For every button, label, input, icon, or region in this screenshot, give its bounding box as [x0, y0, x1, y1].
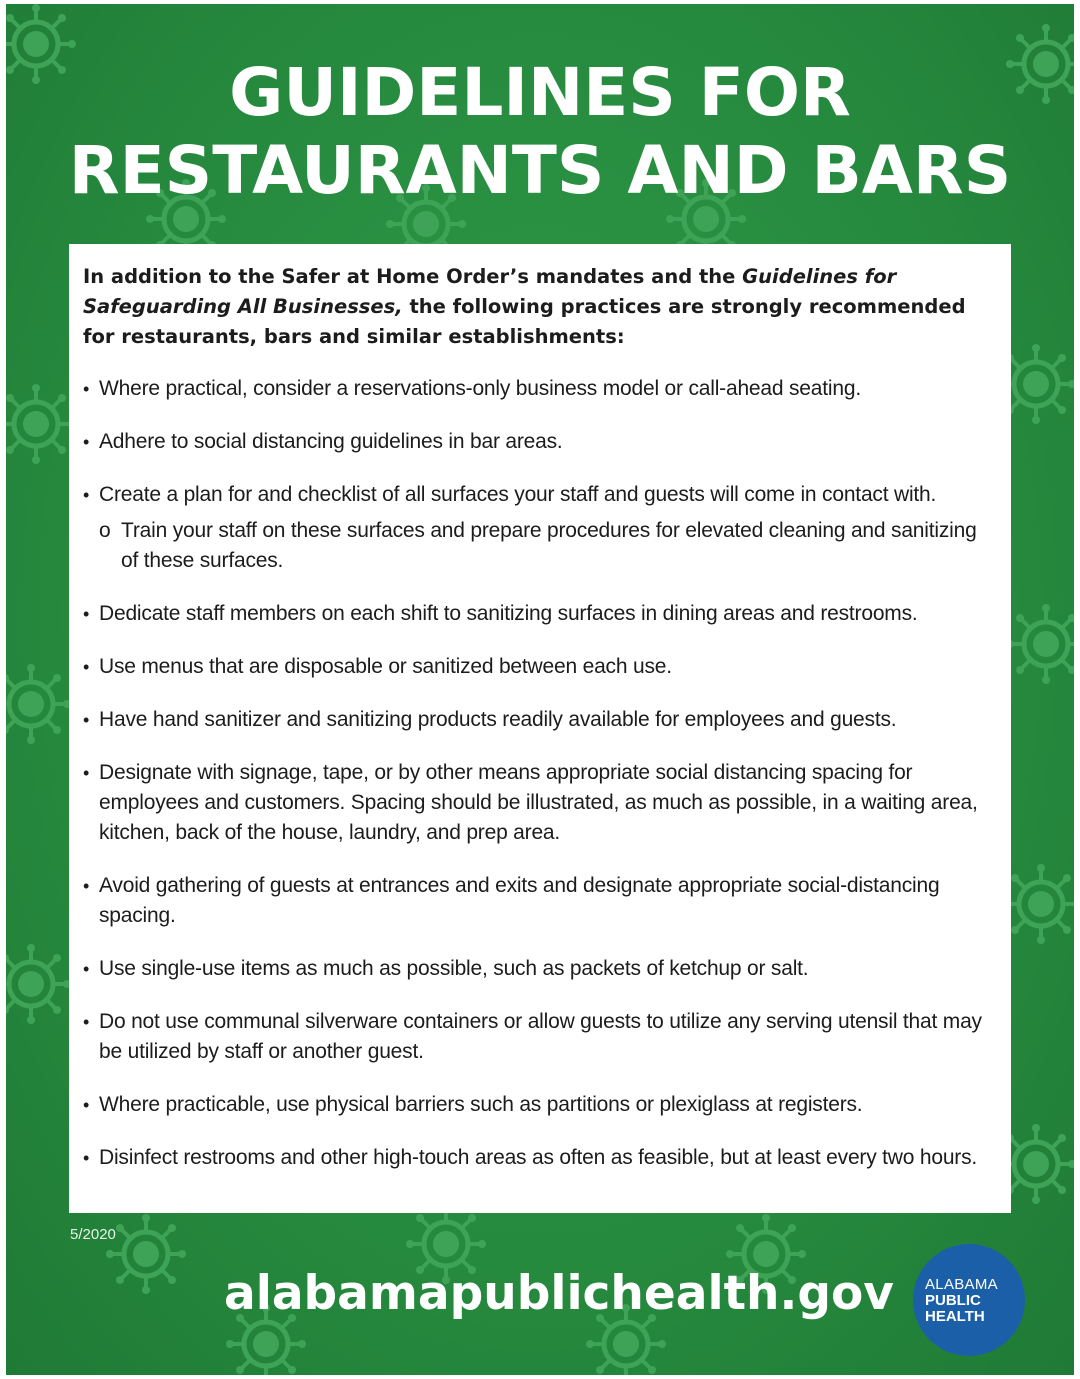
- sub-list-item-text: Train your staff on these surfaces and prepare procedures for elevated cleaning and sanitizing of these surfaces.: [121, 519, 977, 572]
- bullet-icon: •: [83, 604, 90, 624]
- intro-text-2: the following practices are strongly recommended for restaurants, bars and similar establishments:: [83, 295, 966, 348]
- list-item-text: Do not use communal silverware containers or allow guests to utilize any serving utensil that may be utilized by staff or another guest.: [99, 1010, 982, 1063]
- list-item: [83, 427, 997, 457]
- logo-text-public: PUBLIC: [925, 1292, 981, 1309]
- list-item-text: Have hand sanitizer and sanitizing products readily available for employees and guests.: [99, 708, 897, 731]
- logo-text-health: HEALTH: [925, 1308, 985, 1325]
- list-item-text: Disinfect restrooms and other high-touch areas as often as feasible, but at least every two hours.: [99, 1146, 978, 1169]
- list-item-text: Use single-use items as much as possible, such as packets of ketchup or salt.: [99, 957, 809, 980]
- bullet-icon: •: [83, 379, 90, 399]
- list-item: [83, 1007, 997, 1067]
- bullet-icon: •: [83, 657, 90, 677]
- bullet-icon: •: [83, 710, 90, 730]
- page-title: [6, 54, 1074, 210]
- list-item-text: Dedicate staff members on each shift to sanitizing surfaces in dining areas and restrooms.: [99, 602, 918, 625]
- sub-bullet-icon: o: [99, 519, 111, 542]
- list-item-text: Use menus that are disposable or sanitized between each use.: [99, 655, 672, 678]
- list-item: [83, 652, 997, 682]
- guidelines-list: [83, 374, 997, 1173]
- intro-text-1: In addition to the Safer at Home Order’s mandates and the: [83, 265, 743, 288]
- virus-icon: [1001, 864, 1074, 944]
- title-line-2: RESTAURANTS AND BARS: [68, 132, 1012, 209]
- list-item: [83, 374, 997, 404]
- poster: [6, 4, 1074, 1375]
- alabama-public-health-logo: [913, 1244, 1025, 1356]
- bullet-icon: •: [83, 959, 90, 979]
- intro-paragraph: [83, 262, 997, 352]
- list-item: [83, 1090, 997, 1120]
- title-line-1: GUIDELINES FOR: [229, 54, 851, 131]
- bullet-icon: •: [83, 485, 90, 505]
- virus-icon: [1006, 604, 1074, 684]
- list-item: [83, 871, 997, 931]
- bullet-icon: •: [83, 1148, 90, 1168]
- bullet-icon: •: [83, 876, 90, 896]
- website-link[interactable]: alabamapublichealth.gov: [224, 1266, 894, 1321]
- logo-text-alabama: ALABAMA: [925, 1276, 998, 1293]
- list-item: [83, 705, 997, 735]
- list-item-text: Create a plan for and checklist of all surfaces your staff and guests will come in contact with.: [99, 483, 937, 506]
- virus-icon: [6, 944, 71, 1024]
- list-item-text: Adhere to social distancing guidelines in bar areas.: [99, 430, 563, 453]
- list-item: [83, 599, 997, 629]
- bullet-icon: •: [83, 432, 90, 452]
- publish-date: 5/2020: [70, 1226, 116, 1243]
- list-item-text: Where practicable, use physical barriers such as partitions or plexiglass at registers.: [99, 1093, 863, 1116]
- list-item: [83, 954, 997, 984]
- list-item-text: Designate with signage, tape, or by other means appropriate social distancing spacing for employees and customers. Spacing should be illustrated, as much as possible, in a waiting area, kitchen, back of the house, laundry, and prep area.: [99, 761, 978, 844]
- bullet-icon: •: [83, 1095, 90, 1115]
- virus-icon: [106, 1214, 186, 1294]
- list-item: [83, 758, 997, 848]
- intro-italic-guidelines: Guidelines for Safeguarding All Businesses,: [83, 265, 897, 318]
- list-item: [83, 1143, 997, 1173]
- guidelines-card: [69, 244, 1011, 1213]
- bullet-icon: •: [83, 763, 90, 783]
- virus-icon: [6, 384, 76, 464]
- list-item-text: Avoid gathering of guests at entrances and exits and designate appropriate social-distancing spacing.: [99, 874, 940, 927]
- list-item-text: Where practical, consider a reservations-only business model or call-ahead seating.: [99, 377, 861, 400]
- sub-list-item: [99, 516, 997, 576]
- bullet-icon: •: [83, 1012, 90, 1032]
- list-item: [83, 480, 997, 576]
- virus-icon: [6, 664, 71, 744]
